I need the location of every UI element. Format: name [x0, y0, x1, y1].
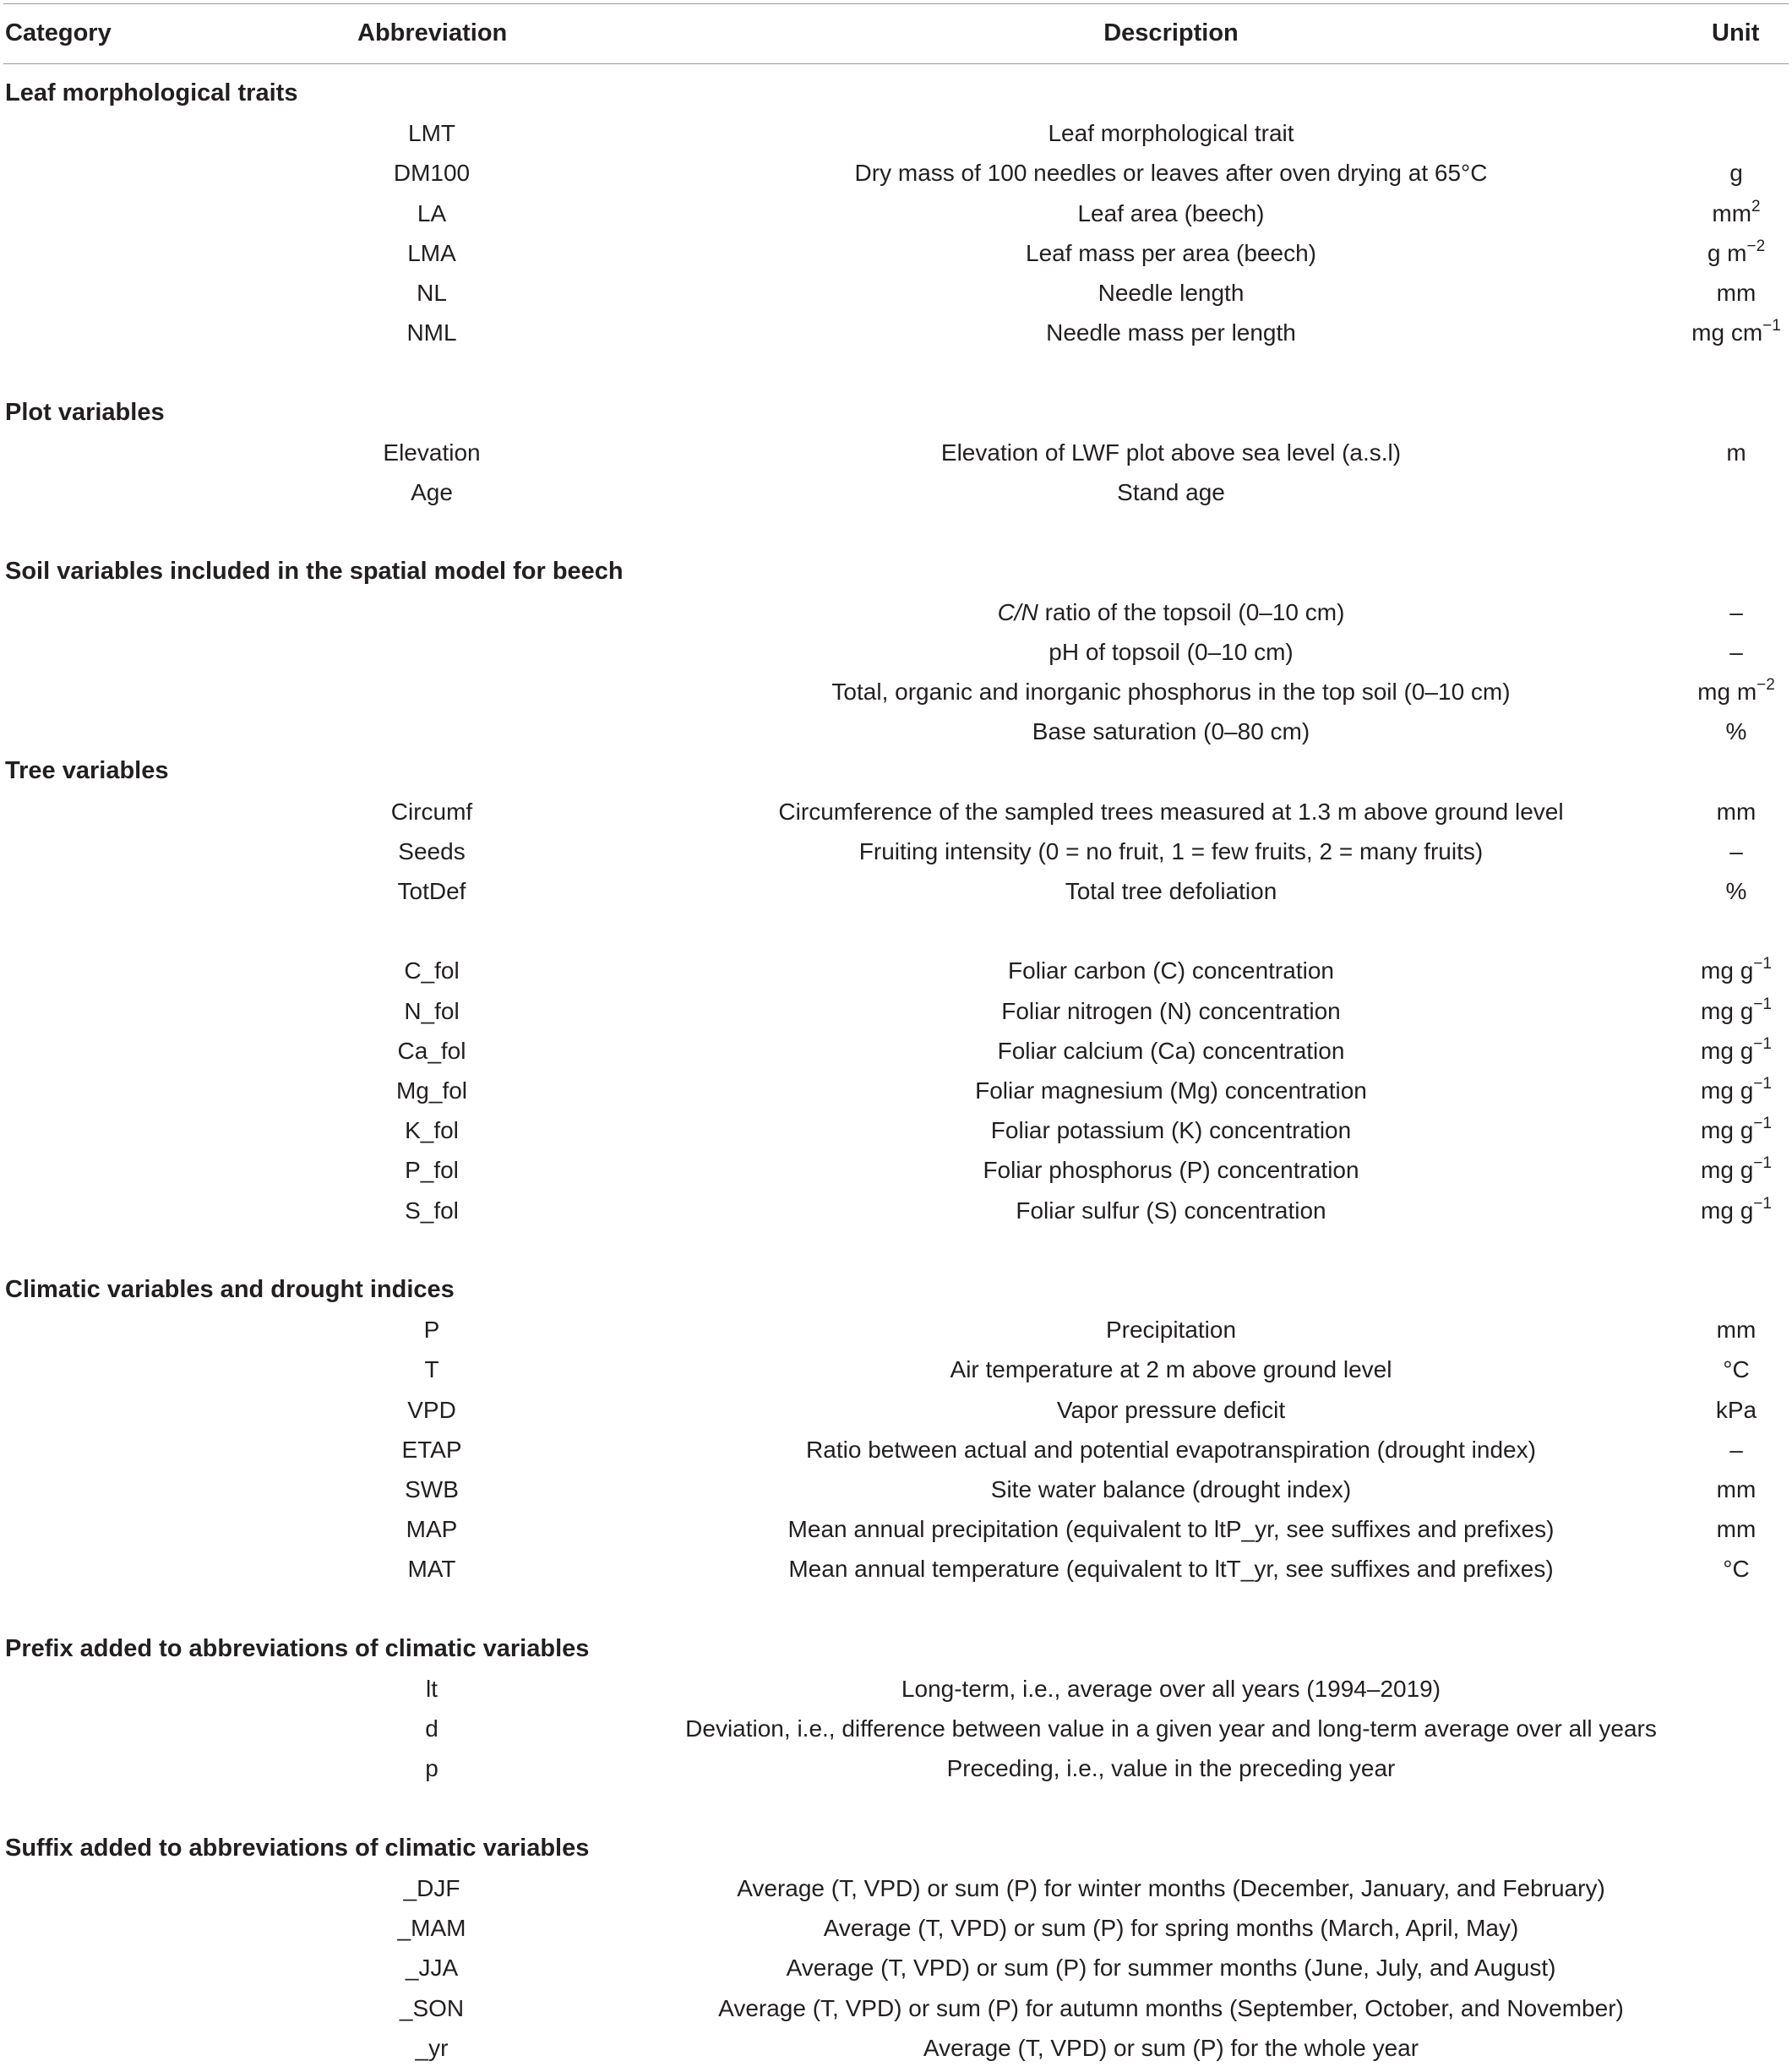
table-row	[0, 832, 1792, 871]
abbreviation-cell: DM100	[393, 160, 471, 186]
unit-cell	[1712, 194, 1760, 233]
abbreviation-cell: K_fol	[405, 1117, 459, 1143]
table-row	[0, 153, 1792, 193]
description-text: Air temperature at 2 m above ground level	[950, 1356, 1392, 1382]
description-text: Elevation of LWF plot above sea level (a.s.l)	[940, 439, 1402, 466]
table-row	[0, 632, 1792, 672]
description-cell	[923, 2028, 1419, 2068]
abbreviation-cell: P_fol	[405, 1157, 459, 1183]
description-text: Mean annual temperature (equivalent to ltT_yr, see suffixes and prefixes)	[788, 1556, 1554, 1582]
unit-cell	[1723, 1549, 1749, 1589]
section-title: Climatic variables and drought indices	[5, 1276, 455, 1303]
abbreviation-cell: NML	[406, 319, 457, 346]
description-text: Average (T, VPD) or sum (P) for spring months (March, April, May)	[823, 1915, 1519, 1941]
description-cell	[941, 433, 1401, 472]
table-row	[0, 1031, 1792, 1071]
unit-exponent: 2	[1751, 198, 1761, 215]
abbreviation-cell: VPD	[407, 1397, 456, 1423]
unit-text: mg cm	[1691, 319, 1763, 346]
description-cell	[1049, 632, 1293, 672]
header-description: Description	[1103, 19, 1239, 46]
description-cell	[1065, 871, 1277, 911]
unit-text: mg g	[1701, 1197, 1754, 1224]
table-row	[0, 1469, 1792, 1509]
table-row	[0, 1071, 1792, 1110]
description-cell	[806, 1430, 1536, 1469]
description-cell	[1048, 113, 1294, 153]
unit-text: mg g	[1701, 998, 1754, 1024]
description-text: Circumference of the sampled trees measured at 1.3 m above ground level	[778, 799, 1564, 825]
abbreviation-cell: _SON	[399, 1995, 465, 2021]
table-row	[0, 1350, 1792, 1389]
description-text: Mean annual precipitation (equivalent to ltP_yr, see suffixes and prefixes)	[787, 1516, 1555, 1542]
header-rule	[3, 63, 1789, 64]
table-row	[0, 273, 1792, 313]
unit-exponent: −2	[1757, 676, 1775, 694]
unit-exponent: −2	[1746, 237, 1766, 255]
description-text: Base saturation (0–80 cm)	[1032, 718, 1310, 744]
description-cell	[778, 792, 1563, 832]
description-cell	[737, 1868, 1605, 1908]
abbreviation-cell: LMA	[407, 240, 456, 266]
table-row	[0, 1549, 1792, 1589]
description-cell	[788, 1509, 1555, 1549]
unit-text: mg g	[1701, 1077, 1754, 1104]
description-text: Leaf morphological trait	[1048, 120, 1294, 146]
unit-text: mm	[1716, 1476, 1757, 1502]
abbreviation-cell: Ca_fol	[397, 1038, 466, 1064]
description-cell	[831, 672, 1510, 712]
abbreviation-cell: TotDef	[397, 878, 466, 904]
unit-exponent: −1	[1753, 1075, 1772, 1093]
table-row	[0, 672, 1792, 712]
section-title: Plot variables	[5, 399, 165, 426]
description-text: Needle length	[1098, 280, 1245, 306]
abbreviation-cell: Circumf	[390, 799, 473, 825]
description-text: Average (T, VPD) or sum (P) for the whole year	[923, 2035, 1419, 2061]
description-cell	[1026, 233, 1316, 273]
abbreviation-cell: MAT	[407, 1556, 456, 1582]
section-title: Prefix added to abbreviations of climatic variables	[5, 1635, 590, 1662]
description-cell	[901, 1669, 1441, 1709]
unit-text: –	[1729, 599, 1743, 625]
abbreviation-cell: _yr	[415, 2035, 449, 2061]
unit-text: –	[1729, 1437, 1743, 1463]
description-text: Foliar magnesium (Mg) concentration	[975, 1077, 1367, 1104]
unit-text: mm	[1712, 200, 1752, 226]
description-cell	[718, 1988, 1624, 2028]
unit-text: mg m	[1697, 679, 1757, 705]
unit-text: mm	[1716, 280, 1757, 306]
unit-text: m	[1726, 439, 1746, 466]
description-cell	[1077, 194, 1264, 233]
table-row	[0, 991, 1792, 1031]
description-text: Foliar carbon (C) concentration	[1008, 957, 1334, 984]
table-row	[0, 2028, 1792, 2068]
unit-text: °C	[1723, 1556, 1750, 1582]
table-row	[0, 792, 1792, 832]
abbreviation-cell: ETAP	[401, 1437, 462, 1463]
abbreviation-cell: MAP	[406, 1516, 458, 1542]
description-cell	[685, 1709, 1657, 1748]
unit-text: mg g	[1701, 957, 1754, 984]
abbreviation-cell: Age	[411, 479, 453, 505]
description-text: Precipitation	[1105, 1317, 1237, 1343]
unit-cell	[1723, 1350, 1749, 1389]
description-text: Preceding, i.e., value in the preceding year	[946, 1755, 1396, 1781]
unit-exponent: −1	[1762, 317, 1781, 335]
table-row	[0, 1191, 1792, 1230]
description-cell	[859, 832, 1483, 871]
table-row	[0, 1948, 1792, 1987]
description-italic: C/N	[997, 599, 1038, 625]
header-unit: Unit	[1712, 19, 1760, 46]
table-header	[0, 3, 1792, 63]
unit-text: –	[1729, 838, 1743, 864]
unit-text: mm	[1716, 1317, 1757, 1343]
table-row	[0, 472, 1792, 512]
table-row	[0, 1430, 1792, 1469]
abbreviation-cell: SWB	[405, 1476, 459, 1502]
table-row	[0, 194, 1792, 233]
unit-cell	[1726, 871, 1747, 911]
unit-text: kPa	[1715, 1397, 1757, 1423]
unit-cell	[1717, 1469, 1757, 1509]
abbreviation-cell: _DJF	[403, 1875, 460, 1901]
description-cell	[998, 1031, 1345, 1071]
abbreviation-cell: d	[425, 1715, 438, 1742]
unit-text: g m	[1707, 240, 1747, 266]
abbreviation-cell: NL	[417, 280, 447, 306]
description-text: Deviation, i.e., difference between value in a given year and long-term average over all years	[685, 1715, 1657, 1742]
abbreviation-cell: T	[424, 1356, 439, 1382]
table-row	[0, 1150, 1792, 1190]
table-row	[0, 592, 1792, 632]
unit-exponent: −1	[1753, 1035, 1772, 1053]
description-text: Leaf mass per area (beech)	[1026, 240, 1316, 266]
unit-cell	[1697, 672, 1775, 712]
table-row	[0, 1748, 1792, 1788]
unit-cell	[1701, 1110, 1772, 1150]
description-text: Vapor pressure deficit	[1056, 1397, 1286, 1423]
description-cell	[855, 153, 1488, 193]
description-text: Average (T, VPD) or sum (P) for summer months (June, July, and August)	[786, 1955, 1556, 1981]
unit-cell	[1701, 1191, 1772, 1230]
table-row	[0, 1988, 1792, 2028]
description-cell	[1106, 1310, 1236, 1350]
description-text: Fruiting intensity (0 = no fruit, 1 = few fruits, 2 = many fruits)	[858, 838, 1484, 864]
table-row	[0, 1908, 1792, 1948]
unit-text: mg g	[1701, 1117, 1754, 1143]
description-text: Needle mass per length	[1046, 319, 1296, 346]
table-row	[0, 113, 1792, 153]
unit-cell	[1701, 951, 1772, 990]
unit-text: %	[1725, 718, 1747, 744]
unit-text: mm	[1716, 799, 1757, 825]
header-abbreviation: Abbreviation	[357, 19, 508, 46]
description-cell	[983, 1150, 1359, 1190]
unit-exponent: −1	[1753, 1154, 1772, 1172]
abbreviation-cell: Mg_fol	[395, 1077, 468, 1104]
description-text: Long-term, i.e., average over all years (1994–2019)	[901, 1676, 1441, 1702]
description-cell	[975, 1071, 1367, 1110]
table-row	[0, 712, 1792, 751]
description-text: pH of topsoil (0–10 cm)	[1049, 639, 1294, 665]
abbreviation-cell: lt	[426, 1676, 438, 1702]
section-title: Leaf morphological traits	[5, 79, 298, 106]
description-text: Average (T, VPD) or sum (P) for autumn months (September, October, and November)	[718, 1995, 1624, 2021]
unit-cell	[1717, 273, 1757, 313]
description-text: Foliar phosphorus (P) concentration	[983, 1157, 1359, 1183]
unit-cell	[1701, 1031, 1772, 1071]
unit-cell	[1716, 1390, 1757, 1430]
unit-text: mm	[1716, 1516, 1757, 1542]
abbreviation-cell: N_fol	[404, 998, 460, 1024]
description-text: Dry mass of 100 needles or leaves after oven drying at 65°C	[854, 160, 1488, 186]
description-cell	[991, 1469, 1351, 1509]
unit-exponent: −1	[1753, 1195, 1772, 1213]
description-cell	[1008, 951, 1334, 990]
description-cell	[991, 1110, 1351, 1150]
abbreviation-cell: C_fol	[404, 957, 460, 984]
description-text: Total tree defoliation	[1065, 878, 1277, 904]
unit-cell	[1729, 832, 1743, 871]
unit-cell	[1701, 1150, 1772, 1190]
description-text: Leaf area (beech)	[1077, 200, 1265, 226]
unit-cell	[1717, 1509, 1757, 1549]
abbreviation-cell: LMT	[408, 120, 455, 146]
table-row	[0, 1310, 1792, 1350]
table-row	[0, 1110, 1792, 1150]
table-row	[0, 1509, 1792, 1549]
description-cell	[1016, 1191, 1326, 1230]
abbreviation-cell: _JJA	[405, 1955, 459, 1981]
unit-exponent: −1	[1753, 995, 1772, 1013]
description-cell	[998, 592, 1345, 632]
description-cell	[1046, 313, 1296, 352]
unit-cell	[1729, 1430, 1743, 1469]
description-cell	[1117, 472, 1225, 512]
abbreviation-cell: LA	[417, 200, 447, 226]
unit-text: mg g	[1701, 1157, 1754, 1183]
unit-cell	[1726, 433, 1746, 472]
description-cell	[788, 1549, 1553, 1589]
unit-exponent: −1	[1753, 1115, 1772, 1132]
description-text: ratio of the topsoil (0–10 cm)	[1038, 599, 1345, 625]
unit-text: g	[1729, 160, 1743, 186]
table-row	[0, 233, 1792, 273]
unit-cell	[1729, 592, 1743, 632]
section-title: Tree variables	[5, 757, 169, 784]
abbreviation-cell: _MAM	[397, 1915, 466, 1941]
description-text: Stand age	[1117, 479, 1225, 505]
unit-cell	[1717, 1310, 1757, 1350]
unit-cell	[1729, 632, 1743, 672]
section-title: Soil variables included in the spatial model for beech	[5, 558, 624, 585]
description-text: Ratio between actual and potential evapotranspiration (drought index)	[806, 1437, 1536, 1463]
description-cell	[824, 1908, 1519, 1948]
description-text: Foliar calcium (Ca) concentration	[997, 1038, 1345, 1064]
description-cell	[950, 1350, 1392, 1389]
description-text: Foliar nitrogen (N) concentration	[1001, 998, 1341, 1024]
table-row	[0, 1390, 1792, 1430]
description-cell	[787, 1948, 1556, 1987]
table-row	[0, 1709, 1792, 1748]
abbreviation-cell: p	[425, 1755, 438, 1781]
description-cell	[1098, 273, 1245, 313]
unit-cell	[1691, 313, 1781, 352]
abbreviation-cell: P	[423, 1317, 440, 1343]
abbreviation-cell: Elevation	[383, 439, 481, 466]
description-text: Site water balance (drought index)	[990, 1476, 1352, 1502]
unit-cell	[1701, 1071, 1772, 1110]
unit-cell	[1708, 233, 1765, 273]
abbreviation-cell: S_fol	[405, 1197, 459, 1224]
unit-cell	[1701, 991, 1772, 1031]
description-text: Total, organic and inorganic phosphorus in the top soil (0–10 cm)	[831, 679, 1511, 705]
description-text: Foliar sulfur (S) concentration	[1016, 1197, 1326, 1224]
header-category: Category	[5, 19, 112, 46]
abbreviation-cell: Seeds	[398, 838, 466, 864]
unit-cell	[1726, 712, 1747, 751]
description-text: Average (T, VPD) or sum (P) for winter months (December, January, and February)	[737, 1875, 1605, 1901]
table-row	[0, 1868, 1792, 1908]
description-cell	[947, 1748, 1396, 1788]
unit-cell	[1717, 792, 1757, 832]
unit-text: °C	[1723, 1356, 1750, 1382]
description-text: Foliar potassium (K) concentration	[990, 1117, 1352, 1143]
table-row	[0, 871, 1792, 911]
table-row	[0, 313, 1792, 352]
description-cell	[1057, 1390, 1285, 1430]
section-title: Suffix added to abbreviations of climatic variables	[5, 1835, 590, 1862]
description-cell	[1032, 712, 1310, 751]
description-cell	[1001, 991, 1341, 1031]
table-row	[0, 951, 1792, 990]
unit-exponent: −1	[1753, 955, 1772, 973]
unit-text: –	[1729, 639, 1743, 665]
unit-cell	[1729, 153, 1743, 193]
table-row	[0, 433, 1792, 472]
table-row	[0, 1669, 1792, 1709]
unit-text: mg g	[1701, 1038, 1754, 1064]
unit-text: %	[1725, 878, 1747, 904]
